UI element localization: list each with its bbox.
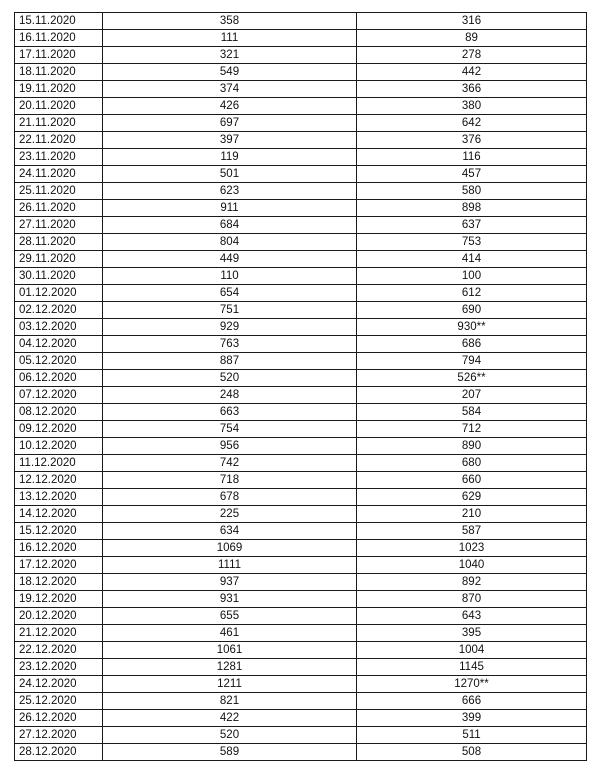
value-a-cell: 549 (103, 64, 357, 81)
date-cell: 13.12.2020 (15, 489, 103, 506)
data-table (14, 12, 587, 761)
table-row (15, 710, 587, 727)
table-row (15, 47, 587, 64)
date-cell: 26.11.2020 (15, 200, 103, 217)
date-cell: 11.12.2020 (15, 455, 103, 472)
date-cell: 27.12.2020 (15, 727, 103, 744)
table-row (15, 302, 587, 319)
value-a-cell: 911 (103, 200, 357, 217)
value-a-cell: 225 (103, 506, 357, 523)
value-b-cell: 712 (357, 421, 587, 438)
value-a-cell: 1069 (103, 540, 357, 557)
value-b-cell: 414 (357, 251, 587, 268)
value-b-cell: 508 (357, 744, 587, 761)
date-cell: 20.11.2020 (15, 98, 103, 115)
value-b-cell: 395 (357, 625, 587, 642)
date-cell: 18.12.2020 (15, 574, 103, 591)
value-a-cell: 461 (103, 625, 357, 642)
value-b-cell: 1270** (357, 676, 587, 693)
value-b-cell: 660 (357, 472, 587, 489)
value-b-cell: 643 (357, 608, 587, 625)
date-cell: 03.12.2020 (15, 319, 103, 336)
document-page (14, 12, 586, 761)
date-cell: 17.12.2020 (15, 557, 103, 574)
date-cell: 26.12.2020 (15, 710, 103, 727)
value-b-cell: 1023 (357, 540, 587, 557)
value-a-cell: 589 (103, 744, 357, 761)
date-cell: 14.12.2020 (15, 506, 103, 523)
table-row (15, 217, 587, 234)
value-a-cell: 374 (103, 81, 357, 98)
table-row (15, 472, 587, 489)
date-cell: 20.12.2020 (15, 608, 103, 625)
value-b-cell: 457 (357, 166, 587, 183)
value-b-cell: 399 (357, 710, 587, 727)
table-row (15, 183, 587, 200)
date-cell: 28.12.2020 (15, 744, 103, 761)
date-cell: 10.12.2020 (15, 438, 103, 455)
table-row (15, 234, 587, 251)
date-cell: 21.11.2020 (15, 115, 103, 132)
date-cell: 30.11.2020 (15, 268, 103, 285)
value-b-cell: 666 (357, 693, 587, 710)
value-a-cell: 634 (103, 523, 357, 540)
table-row (15, 387, 587, 404)
value-a-cell: 754 (103, 421, 357, 438)
value-a-cell: 119 (103, 149, 357, 166)
value-a-cell: 501 (103, 166, 357, 183)
date-cell: 16.11.2020 (15, 30, 103, 47)
value-a-cell: 956 (103, 438, 357, 455)
value-b-cell: 526** (357, 370, 587, 387)
date-cell: 21.12.2020 (15, 625, 103, 642)
table-row (15, 98, 587, 115)
value-b-cell: 680 (357, 455, 587, 472)
date-cell: 07.12.2020 (15, 387, 103, 404)
value-b-cell: 116 (357, 149, 587, 166)
table-row (15, 506, 587, 523)
table-row (15, 489, 587, 506)
value-a-cell: 887 (103, 353, 357, 370)
value-a-cell: 742 (103, 455, 357, 472)
value-a-cell: 718 (103, 472, 357, 489)
table-row (15, 30, 587, 47)
value-b-cell: 1145 (357, 659, 587, 676)
date-cell: 19.12.2020 (15, 591, 103, 608)
table-row (15, 727, 587, 744)
value-a-cell: 1211 (103, 676, 357, 693)
value-b-cell: 366 (357, 81, 587, 98)
date-cell: 23.12.2020 (15, 659, 103, 676)
table-row (15, 608, 587, 625)
date-cell: 06.12.2020 (15, 370, 103, 387)
value-b-cell: 753 (357, 234, 587, 251)
date-cell: 18.11.2020 (15, 64, 103, 81)
date-cell: 02.12.2020 (15, 302, 103, 319)
table-row (15, 336, 587, 353)
value-b-cell: 870 (357, 591, 587, 608)
value-a-cell: 1281 (103, 659, 357, 676)
value-a-cell: 520 (103, 370, 357, 387)
table-row (15, 404, 587, 421)
date-cell: 22.12.2020 (15, 642, 103, 659)
value-b-cell: 376 (357, 132, 587, 149)
table-row (15, 81, 587, 98)
table-row (15, 64, 587, 81)
value-a-cell: 821 (103, 693, 357, 710)
value-a-cell: 1111 (103, 557, 357, 574)
table-row (15, 251, 587, 268)
table-row (15, 557, 587, 574)
value-a-cell: 111 (103, 30, 357, 47)
table-row (15, 455, 587, 472)
date-cell: 22.11.2020 (15, 132, 103, 149)
table-row (15, 13, 587, 30)
value-b-cell: 690 (357, 302, 587, 319)
date-cell: 24.12.2020 (15, 676, 103, 693)
value-a-cell: 678 (103, 489, 357, 506)
value-a-cell: 358 (103, 13, 357, 30)
table-body (15, 13, 587, 761)
value-a-cell: 520 (103, 727, 357, 744)
date-cell: 12.12.2020 (15, 472, 103, 489)
value-b-cell: 587 (357, 523, 587, 540)
value-a-cell: 321 (103, 47, 357, 64)
value-b-cell: 89 (357, 30, 587, 47)
table-row (15, 132, 587, 149)
value-b-cell: 629 (357, 489, 587, 506)
value-a-cell: 684 (103, 217, 357, 234)
value-a-cell: 110 (103, 268, 357, 285)
value-a-cell: 655 (103, 608, 357, 625)
value-a-cell: 654 (103, 285, 357, 302)
value-b-cell: 890 (357, 438, 587, 455)
value-b-cell: 1004 (357, 642, 587, 659)
value-b-cell: 584 (357, 404, 587, 421)
table-row (15, 523, 587, 540)
table-row (15, 370, 587, 387)
value-a-cell: 763 (103, 336, 357, 353)
date-cell: 27.11.2020 (15, 217, 103, 234)
date-cell: 19.11.2020 (15, 81, 103, 98)
table-row (15, 744, 587, 761)
table-row (15, 642, 587, 659)
date-cell: 15.12.2020 (15, 523, 103, 540)
table-row (15, 693, 587, 710)
date-cell: 29.11.2020 (15, 251, 103, 268)
value-b-cell: 892 (357, 574, 587, 591)
value-b-cell: 637 (357, 217, 587, 234)
table-row (15, 659, 587, 676)
value-b-cell: 930** (357, 319, 587, 336)
date-cell: 25.12.2020 (15, 693, 103, 710)
value-b-cell: 316 (357, 13, 587, 30)
date-cell: 25.11.2020 (15, 183, 103, 200)
value-b-cell: 278 (357, 47, 587, 64)
value-b-cell: 1040 (357, 557, 587, 574)
value-a-cell: 449 (103, 251, 357, 268)
date-cell: 24.11.2020 (15, 166, 103, 183)
value-a-cell: 697 (103, 115, 357, 132)
value-b-cell: 612 (357, 285, 587, 302)
value-b-cell: 580 (357, 183, 587, 200)
table-row (15, 625, 587, 642)
table-row (15, 353, 587, 370)
table-row (15, 438, 587, 455)
value-a-cell: 422 (103, 710, 357, 727)
value-a-cell: 397 (103, 132, 357, 149)
value-a-cell: 804 (103, 234, 357, 251)
value-b-cell: 898 (357, 200, 587, 217)
value-a-cell: 929 (103, 319, 357, 336)
table-row (15, 115, 587, 132)
table-row (15, 200, 587, 217)
value-b-cell: 511 (357, 727, 587, 744)
table-row (15, 574, 587, 591)
table-row (15, 166, 587, 183)
value-b-cell: 207 (357, 387, 587, 404)
value-a-cell: 248 (103, 387, 357, 404)
table-row (15, 319, 587, 336)
date-cell: 16.12.2020 (15, 540, 103, 557)
value-a-cell: 623 (103, 183, 357, 200)
table-row (15, 421, 587, 438)
value-a-cell: 663 (103, 404, 357, 421)
table-row (15, 676, 587, 693)
table-row (15, 285, 587, 302)
table-row (15, 149, 587, 166)
date-cell: 28.11.2020 (15, 234, 103, 251)
value-a-cell: 751 (103, 302, 357, 319)
value-b-cell: 642 (357, 115, 587, 132)
value-b-cell: 442 (357, 64, 587, 81)
value-a-cell: 931 (103, 591, 357, 608)
date-cell: 23.11.2020 (15, 149, 103, 166)
date-cell: 04.12.2020 (15, 336, 103, 353)
date-cell: 17.11.2020 (15, 47, 103, 64)
table-row (15, 540, 587, 557)
table-row (15, 591, 587, 608)
value-a-cell: 1061 (103, 642, 357, 659)
value-b-cell: 210 (357, 506, 587, 523)
value-b-cell: 794 (357, 353, 587, 370)
date-cell: 09.12.2020 (15, 421, 103, 438)
value-b-cell: 100 (357, 268, 587, 285)
date-cell: 01.12.2020 (15, 285, 103, 302)
value-b-cell: 686 (357, 336, 587, 353)
date-cell: 15.11.2020 (15, 13, 103, 30)
value-b-cell: 380 (357, 98, 587, 115)
value-a-cell: 426 (103, 98, 357, 115)
table-row (15, 268, 587, 285)
date-cell: 05.12.2020 (15, 353, 103, 370)
date-cell: 08.12.2020 (15, 404, 103, 421)
value-a-cell: 937 (103, 574, 357, 591)
